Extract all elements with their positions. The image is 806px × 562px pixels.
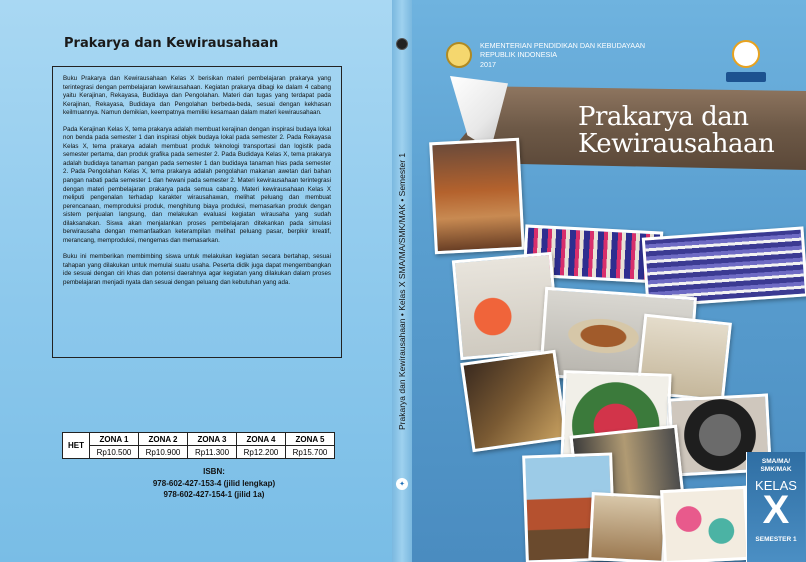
front-cover [412,0,806,562]
kelas-label: KELAS [755,478,797,493]
zone-price: Rp15.700 [286,446,335,459]
semester-label: SEMESTER 1 [755,536,797,543]
zone-header: ZONA 3 [188,433,237,446]
batik-model-photo [429,138,525,255]
price-table-value-row [63,446,335,459]
product-tag-photo [588,492,667,562]
ministry-name [480,41,645,69]
price-table [62,432,335,459]
back-cover [0,0,392,562]
zone-header: ZONA 2 [139,433,188,446]
synopsis-paragraph: Pada Kerajinan Kelas X, tema prakarya adalah membuat kerajinan dengan inspirasi budaya lokal non benda pada semester 1 dan inspirasi objek budaya lokal pada semester 2. Pada Rekayasa Kelas X, tema prakarya adalah membuat produk teknologi transportasi dan logistik pada semester pertama, dan produk grafika pada semester 2. Pada Budidaya Kelas X, tema prakarya adalah budidaya tanaman pangan pada semester 1 dan budidaya tanaman hias pada semester 2. Pada Pengolahan Kelas X, tema prakarya adalah pengolahan makanan awetan dari bahan pangan nabati pada semester 1 dan hewani pada semester 2. Materi kewirausahaan terintegrasi dengan materi pembelajaran prakarya pada semua cabang. Materi kewirausahaan Kelas X meliputi pengenalan terhadap karakter wirausahawan, melihat peluang dan membuat perencanaan, memproduksi produk, menghitung biaya produksi, memasarkan produk dengan sistem penjualan langsung, dan melakukan evaluasi kegiatan wirausaha yang sudah dilaksanakan. Siswa akan menjalankan proses pembelajaran ditekankan pada simulasi berwirausaha dengan memanfaatkan keterampilan melihat peluang pasar, berpikir kreatif, merancang, memproduksi, mengemas dan memasarkan. [63,125,331,244]
ministry-line: KEMENTERIAN PENDIDIKAN DAN KEBUDAYAAN [480,41,646,50]
back-cover-title: Prakarya dan Kewirausahaan [64,36,279,51]
synopsis-paragraph: Buku ini memberikan membimbing siswa untuk melakukan kegiatan secara bertahap, sesuai tahapan yang dilakukan untuk memulai suatu usaha. Peserta didik juga dapat mengembangkan ide sesuai dengan ciri khas dan potensi daerahnya agar kegiatan yang dilakukan dalam proses pembelajaran menjadi nyata dan sesuai dengan peluang dan kebutuhan yang ada. [63,253,331,287]
isbn-block [124,466,304,501]
spine [392,0,412,562]
synopsis-box [52,66,342,358]
isbn-line: 978-602-427-153-4 (jilid lengkap) [152,478,276,488]
zone-header: ZONA 4 [237,433,286,446]
isbn-heading: ISBN: [203,467,225,476]
zone-price: Rp10.900 [139,446,188,459]
class-badge [746,452,805,562]
zone-price: Rp11.300 [188,446,237,459]
school-level-line: SMK/MAK [760,465,792,473]
book-title-line: Prakarya dan [578,102,749,132]
zone-price: Rp12.200 [237,446,286,459]
school-level [747,458,805,474]
tutwuri-logo-icon: ✦ [396,478,408,490]
ministry-logo-icon [396,38,408,50]
garuda-emblem-icon [446,42,472,68]
logo-ribbon-icon [726,72,766,82]
synopsis-paragraph: Buku Prakarya dan Kewirausahaan Kelas X berisikan materi pembelajaran prakarya yang terintegrasi dengan pembelajaran kewirausahaan. Kegiatan prakarya dibagi ke dalam 4 cabang yaitu Kerajinan, Rekayasa, Budidaya dan Pengolahan. Materi dan tugas yang terdapat pada Kerajinan, Rekayasa, Budidaya dan Pengolahan berbeda-beda, sesuai dengan kekhasan keilmuannya. Namun demikian, keempatnya memiliki kesamaan dalam materi kewirausahaan. [63,75,331,117]
zone-header: ZONA 5 [286,433,335,446]
isbn-line: 978-602-427-154-1 (jilid 1a) [163,490,265,500]
ministry-line: REPUBLIK INDONESIA [480,50,558,60]
price-table-header-row [63,433,335,446]
spine-text: Prakarya dan Kewirausahaan • Kelas X SMA/MA/SMK/MAK • Semester 1 [397,152,407,430]
packaged-products-photo [660,486,750,562]
het-label: HET [63,433,90,459]
ministry-year: 2017 [480,59,496,69]
book-title [578,104,774,159]
zone-price: Rp10.500 [90,446,139,459]
grade-number: X [762,488,790,532]
school-level-line: SMA/MA/ [761,458,791,465]
tutwuri-handayani-logo-icon [732,40,760,68]
book-title-line: Kewirausahaan [578,129,775,160]
zone-header: ZONA 1 [90,433,139,446]
sewing-kit-photo [460,350,568,452]
